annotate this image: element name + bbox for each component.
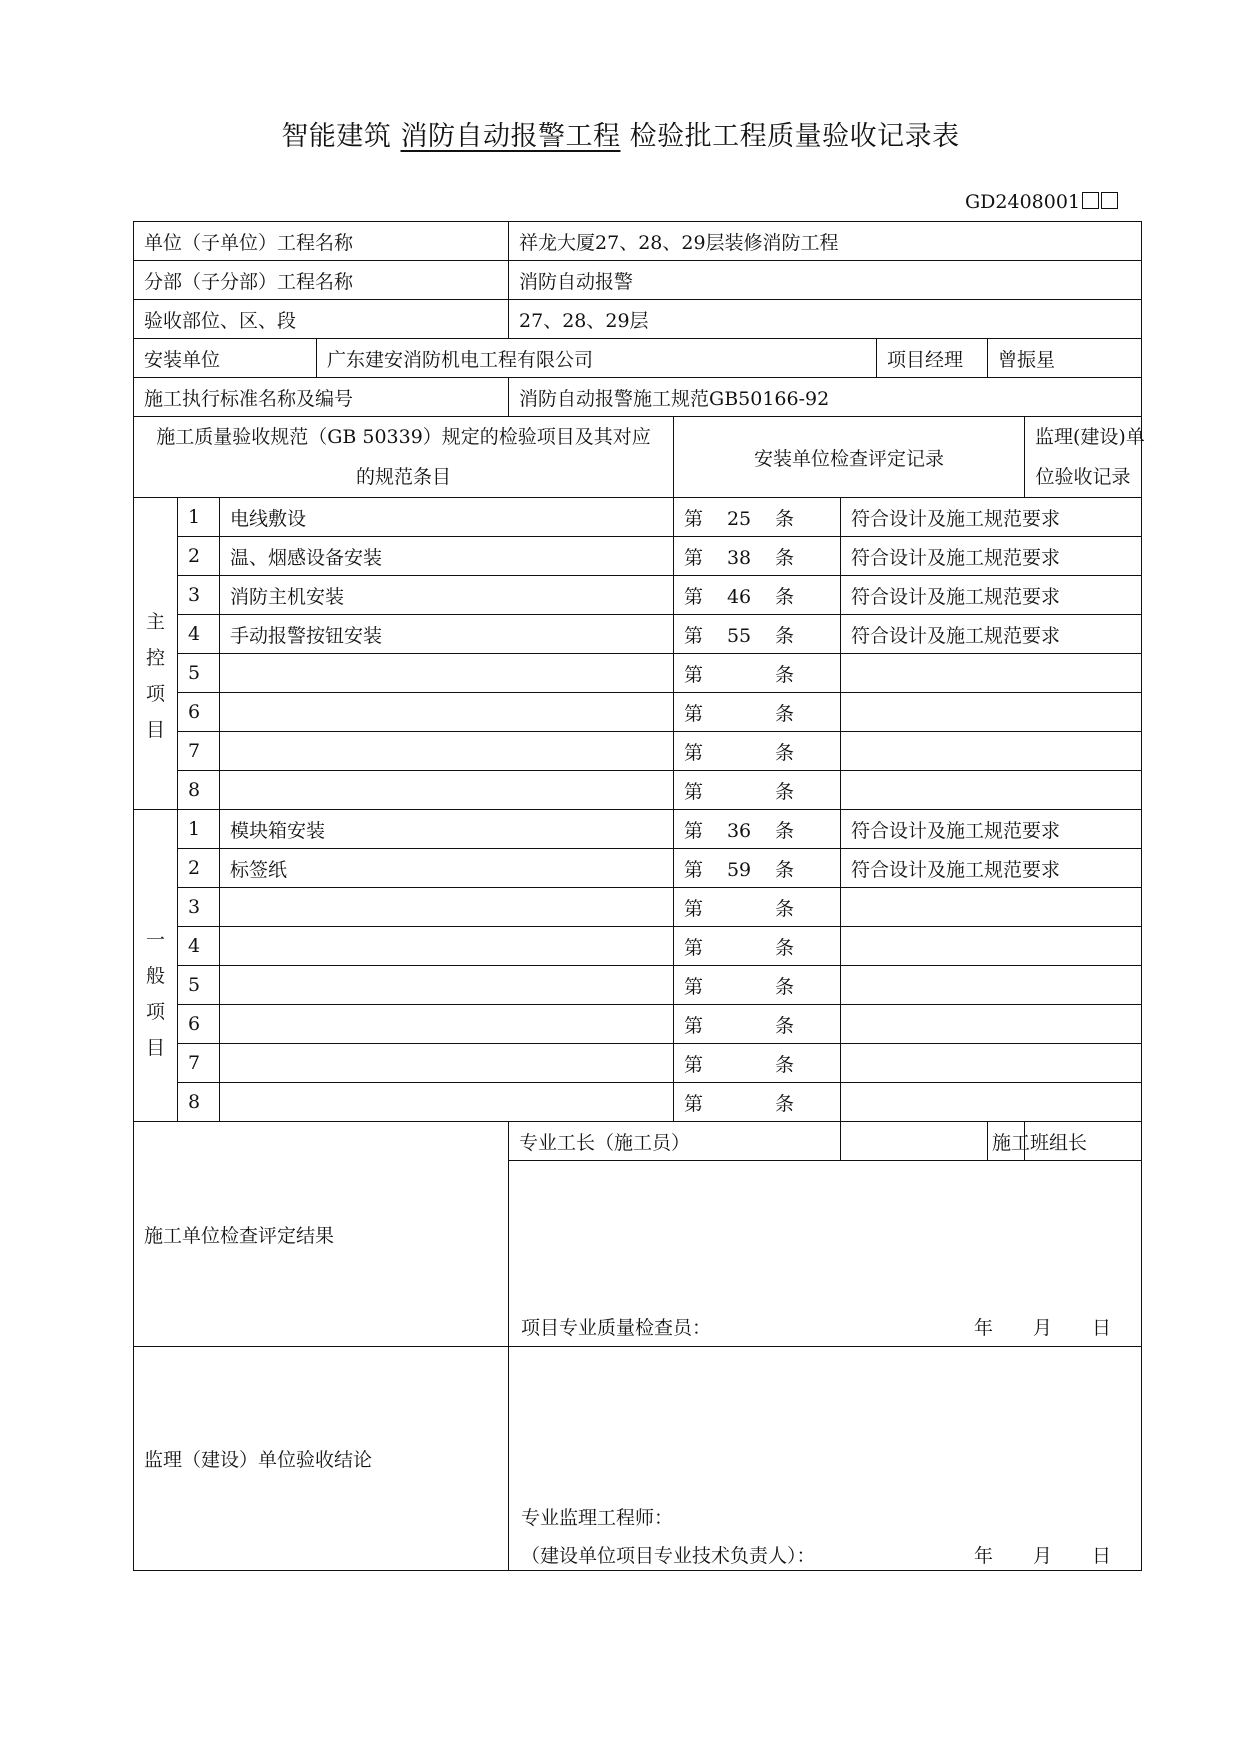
- ref-prefix: 第: [684, 897, 704, 920]
- install-record[interactable]: [841, 888, 1142, 927]
- install-unit-label: 安装单位: [134, 339, 317, 378]
- manager-label: 项目经理: [877, 339, 988, 378]
- main-item-row: [134, 693, 1142, 732]
- install-record[interactable]: 符合设计及施工规范要求: [841, 849, 1142, 888]
- item-name[interactable]: 手动报警按钮安装: [220, 615, 674, 654]
- title-prefix: 智能建筑: [281, 121, 392, 152]
- owner-label: （建设单位项目专业技术负责人）：: [521, 1545, 816, 1567]
- ref-prefix: 第: [684, 507, 704, 530]
- manager-value[interactable]: 曾振星: [988, 339, 1142, 378]
- main-item-row: [134, 771, 1142, 810]
- supervision-result-block[interactable]: [509, 1347, 1142, 1571]
- item-name[interactable]: [220, 771, 674, 810]
- clause-ref: [674, 771, 841, 810]
- main-item-row: [134, 654, 1142, 693]
- clause-ref: [674, 1083, 841, 1122]
- ref-suffix: 条: [775, 858, 795, 881]
- supervision-result-label: 监理（建设）单位验收结论: [134, 1347, 509, 1571]
- item-name[interactable]: 模块箱安装: [220, 810, 674, 849]
- ref-prefix: 第: [684, 546, 704, 569]
- general-item-row: [134, 1005, 1142, 1044]
- item-name[interactable]: [220, 654, 674, 693]
- inspection-area-value[interactable]: 27、28、29层: [509, 300, 1142, 339]
- install-record[interactable]: [841, 1005, 1142, 1044]
- install-record[interactable]: 符合设计及施工规范要求: [841, 498, 1142, 537]
- spec-header: [134, 417, 674, 498]
- construction-signers-row: [134, 1122, 1142, 1161]
- general-items-category: [134, 810, 178, 1122]
- install-record[interactable]: [841, 1083, 1142, 1122]
- team-leader-label: 施工班组长: [988, 1122, 1025, 1161]
- clause-ref: [674, 888, 841, 927]
- inspector-sign-row: [521, 1313, 1111, 1340]
- construction-result-label: 施工单位检查评定结果: [134, 1122, 509, 1347]
- ref-suffix: 条: [775, 546, 795, 569]
- main-cat-char-1: 主: [145, 610, 165, 633]
- ref-suffix: 条: [775, 702, 795, 725]
- item-name[interactable]: 消防主机安装: [220, 576, 674, 615]
- ref-suffix: 条: [775, 624, 795, 647]
- ref-suffix: 条: [775, 936, 795, 959]
- construction-result-block[interactable]: [509, 1161, 1142, 1347]
- general-cat-char-2: 般: [145, 964, 165, 987]
- item-number: 2: [178, 537, 220, 576]
- ref-suffix: 条: [775, 663, 795, 686]
- item-number: 7: [178, 732, 220, 771]
- item-name[interactable]: 电线敷设: [220, 498, 674, 537]
- install-record[interactable]: [841, 732, 1142, 771]
- standard-label: 施工执行标准名称及编号: [134, 378, 509, 417]
- title-suffix: 检验批工程质量验收记录表: [629, 121, 960, 152]
- item-number: 4: [178, 927, 220, 966]
- supervision-result-row: [134, 1347, 1142, 1571]
- clause-ref: [674, 576, 841, 615]
- clause-number[interactable]: 38: [726, 546, 752, 569]
- engineer-sign-row: [521, 1503, 1111, 1530]
- clause-ref: [674, 1044, 841, 1083]
- spec-header-line2: 的规范条目: [356, 466, 452, 488]
- clause-ref: [674, 654, 841, 693]
- year-label: 年: [974, 1545, 994, 1567]
- clause-ref: [674, 1005, 841, 1044]
- item-number: 5: [178, 654, 220, 693]
- unit-project-row: [134, 222, 1142, 261]
- main-items-category: [134, 498, 178, 810]
- general-item-row: [134, 888, 1142, 927]
- ref-suffix: 条: [775, 897, 795, 920]
- form-code: [965, 191, 1118, 213]
- install-record[interactable]: 符合设计及施工规范要求: [841, 615, 1142, 654]
- item-number: 3: [178, 576, 220, 615]
- install-record[interactable]: [841, 654, 1142, 693]
- inspection-area-row: [134, 300, 1142, 339]
- unit-project-value[interactable]: 祥龙大厦27、28、29层装修消防工程: [509, 222, 1142, 261]
- supervision-header-line2: 位验收记录: [1035, 466, 1131, 488]
- month-label: 月: [1033, 1545, 1053, 1567]
- general-item-row: [134, 1083, 1142, 1122]
- item-name[interactable]: 标签纸: [220, 849, 674, 888]
- clause-ref: [674, 849, 841, 888]
- ref-prefix: 第: [684, 936, 704, 959]
- item-name[interactable]: [220, 1005, 674, 1044]
- item-name[interactable]: [220, 693, 674, 732]
- main-item-row: [134, 732, 1142, 771]
- ref-prefix: 第: [684, 624, 704, 647]
- item-number: 8: [178, 771, 220, 810]
- ref-prefix: 第: [684, 1014, 704, 1037]
- clause-ref: [674, 966, 841, 1005]
- inspection-area-label: 验收部位、区、段: [134, 300, 509, 339]
- install-record[interactable]: [841, 771, 1142, 810]
- general-item-row: [134, 810, 1142, 849]
- supervision-header: [1025, 417, 1145, 498]
- ref-prefix: 第: [684, 975, 704, 998]
- item-name[interactable]: [220, 927, 674, 966]
- item-name[interactable]: [220, 888, 674, 927]
- supervision-header-line1: 监理(建设)单: [1035, 426, 1145, 448]
- main-cat-char-2: 控: [145, 646, 165, 669]
- code-checkbox-1[interactable]: [1082, 192, 1099, 209]
- header-row: [134, 417, 1142, 498]
- ref-prefix: 第: [684, 702, 704, 725]
- main-cat-char-3: 项: [145, 682, 165, 705]
- general-cat-char-4: 目: [145, 1036, 165, 1059]
- ref-prefix: 第: [684, 1053, 704, 1076]
- install-record-header: 安装单位检查评定记录: [674, 417, 1025, 498]
- main-item-row: [134, 498, 1142, 537]
- general-cat-char-1: 一: [145, 928, 165, 951]
- ref-suffix: 条: [775, 585, 795, 608]
- clause-number[interactable]: 25: [726, 507, 752, 530]
- ref-suffix: 条: [775, 975, 795, 998]
- main-item-row: [134, 576, 1142, 615]
- ref-prefix: 第: [684, 1092, 704, 1115]
- clause-ref: [674, 498, 841, 537]
- ref-suffix: 条: [775, 1014, 795, 1037]
- general-item-row: [134, 1044, 1142, 1083]
- item-number: 7: [178, 1044, 220, 1083]
- page-title: [0, 114, 1241, 153]
- item-name[interactable]: [220, 732, 674, 771]
- install-record[interactable]: [841, 966, 1142, 1005]
- ref-prefix: 第: [684, 819, 704, 842]
- item-name[interactable]: 温、烟感设备安装: [220, 537, 674, 576]
- engineer-label: 专业监理工程师：: [521, 1507, 674, 1529]
- unit-project-label: 单位（子单位）工程名称: [134, 222, 509, 261]
- install-unit-row: [134, 339, 1142, 378]
- ref-suffix: 条: [775, 1053, 795, 1076]
- clause-number[interactable]: 55: [726, 624, 752, 647]
- install-record[interactable]: [841, 927, 1142, 966]
- title-project-type: 消防自动报警工程: [400, 121, 621, 152]
- item-number: 6: [178, 693, 220, 732]
- code-checkbox-2[interactable]: [1101, 192, 1118, 209]
- item-number: 1: [178, 810, 220, 849]
- main-item-row: [134, 537, 1142, 576]
- install-record[interactable]: [841, 693, 1142, 732]
- ref-suffix: 条: [775, 1092, 795, 1115]
- clause-ref: [674, 810, 841, 849]
- ref-suffix: 条: [775, 780, 795, 803]
- ref-prefix: 第: [684, 741, 704, 764]
- standard-row: [134, 378, 1142, 417]
- main-cat-char-4: 目: [145, 718, 165, 741]
- ref-suffix: 条: [775, 819, 795, 842]
- day-label: 日: [1092, 1545, 1112, 1567]
- item-name[interactable]: [220, 1083, 674, 1122]
- spec-header-line1: 施工质量验收规范（GB 50339）规定的检验项目及其对应: [156, 426, 651, 448]
- clause-number[interactable]: 36: [726, 819, 752, 842]
- ref-prefix: 第: [684, 663, 704, 686]
- general-item-row: [134, 927, 1142, 966]
- foreman-signature[interactable]: [841, 1122, 988, 1161]
- item-number: 2: [178, 849, 220, 888]
- clause-ref: [674, 537, 841, 576]
- sub-project-label: 分部（子分部）工程名称: [134, 261, 509, 300]
- sub-project-value[interactable]: 消防自动报警: [509, 261, 1142, 300]
- foreman-label: 专业工长（施工员）: [509, 1122, 841, 1161]
- general-cat-char-3: 项: [145, 1000, 165, 1023]
- clause-number[interactable]: 59: [726, 858, 752, 881]
- item-number: 1: [178, 498, 220, 537]
- clause-number[interactable]: 46: [726, 585, 752, 608]
- ref-suffix: 条: [775, 507, 795, 530]
- owner-sign-row: [521, 1541, 1111, 1568]
- install-record[interactable]: 符合设计及施工规范要求: [841, 576, 1142, 615]
- install-record[interactable]: [841, 1044, 1142, 1083]
- ref-suffix: 条: [775, 741, 795, 764]
- sub-project-row: [134, 261, 1142, 300]
- item-number: 5: [178, 966, 220, 1005]
- clause-ref: [674, 615, 841, 654]
- ref-prefix: 第: [684, 858, 704, 881]
- inspector-date: [934, 1313, 1111, 1340]
- day-label: 日: [1092, 1317, 1112, 1339]
- install-record[interactable]: 符合设计及施工规范要求: [841, 810, 1142, 849]
- install-unit-value[interactable]: 广东建安消防机电工程有限公司: [317, 339, 877, 378]
- clause-ref: [674, 732, 841, 771]
- clause-ref: [674, 927, 841, 966]
- item-number: 3: [178, 888, 220, 927]
- general-item-row: [134, 849, 1142, 888]
- inspector-label: 项目专业质量检查员：: [521, 1317, 712, 1339]
- item-number: 6: [178, 1005, 220, 1044]
- form-code-text: GD2408001: [965, 191, 1081, 213]
- month-label: 月: [1033, 1317, 1053, 1339]
- item-name[interactable]: [220, 1044, 674, 1083]
- ref-prefix: 第: [684, 585, 704, 608]
- item-number: 8: [178, 1083, 220, 1122]
- year-label: 年: [974, 1317, 994, 1339]
- supervision-date: [934, 1541, 1111, 1568]
- inspection-form-table: [133, 221, 1145, 1571]
- item-number: 4: [178, 615, 220, 654]
- item-name[interactable]: [220, 966, 674, 1005]
- general-item-row: [134, 966, 1142, 1005]
- main-item-row: [134, 615, 1142, 654]
- install-record[interactable]: 符合设计及施工规范要求: [841, 537, 1142, 576]
- ref-prefix: 第: [684, 780, 704, 803]
- clause-ref: [674, 693, 841, 732]
- standard-value[interactable]: 消防自动报警施工规范GB50166-92: [509, 378, 1142, 417]
